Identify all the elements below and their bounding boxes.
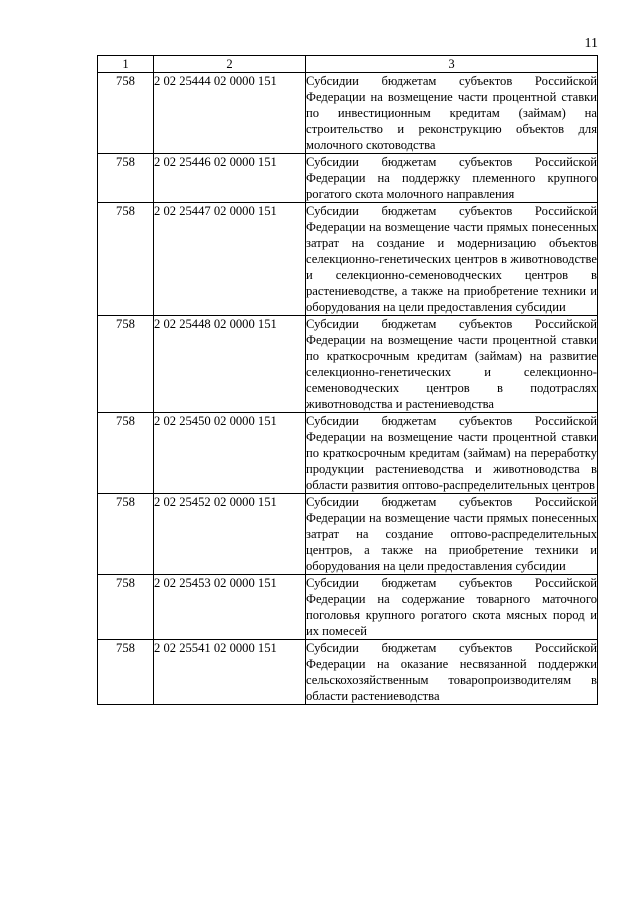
description-cell: Субсидии бюджетам субъектов Российской Федерации на возмещение части прямых понесенных затрат на создание оптово-распределительных центров, а также на приобретение техники и оборудования на цели предоставления субсидии bbox=[306, 495, 597, 573]
budget-codes-table bbox=[97, 55, 598, 705]
table-row bbox=[98, 73, 598, 154]
table-row bbox=[98, 494, 598, 575]
column-header-2: 2 bbox=[154, 56, 306, 73]
description-cell: Субсидии бюджетам субъектов Российской Федерации на возмещение части прямых понесенных затрат на создание и модернизацию объектов селекционно-генетических центров в животноводстве и селекционно-семеноводческих центров в растениеводстве, а также на приобретение техники и оборудования на цели предоставления субсидии bbox=[306, 204, 597, 314]
admin-code-cell: 758 bbox=[98, 494, 154, 575]
description-cell: Субсидии бюджетам субъектов Российской Федерации на возмещение части процентной ставки по краткосрочным кредитам (займам) на развитие селекционно-генетических и селекционно-семеноводческих центров в подотраслях животноводства и растениеводства bbox=[306, 317, 597, 411]
description-cell: Субсидии бюджетам субъектов Российской Федерации на содержание товарного маточного поголовья крупного рогатого скота мясных пород и их помесей bbox=[306, 576, 597, 638]
classification-code-cell: 2 02 25448 02 0000 151 bbox=[154, 316, 306, 413]
description-cell: Субсидии бюджетам субъектов Российской Федерации на поддержку племенного крупного рогатого скота молочного направления bbox=[306, 155, 597, 201]
table-row bbox=[98, 413, 598, 494]
admin-code-cell: 758 bbox=[98, 575, 154, 640]
column-header-1: 1 bbox=[98, 56, 154, 73]
table-row bbox=[98, 316, 598, 413]
classification-code-cell: 2 02 25453 02 0000 151 bbox=[154, 575, 306, 640]
column-header-3: 3 bbox=[306, 56, 598, 73]
classification-code-cell: 2 02 25450 02 0000 151 bbox=[154, 413, 306, 494]
table-row bbox=[98, 640, 598, 705]
table-row bbox=[98, 154, 598, 203]
description-cell: Субсидии бюджетам субъектов Российской Федерации на оказание несвязанной поддержки сельскохозяйственным товаропроизводителям в области растениеводства bbox=[306, 641, 597, 703]
admin-code-cell: 758 bbox=[98, 203, 154, 316]
table-row bbox=[98, 575, 598, 640]
admin-code-cell: 758 bbox=[98, 640, 154, 705]
classification-code-cell: 2 02 25447 02 0000 151 bbox=[154, 203, 306, 316]
classification-code-cell: 2 02 25446 02 0000 151 bbox=[154, 154, 306, 203]
table-header-row bbox=[98, 56, 598, 73]
classification-code-cell: 2 02 25452 02 0000 151 bbox=[154, 494, 306, 575]
description-cell: Субсидии бюджетам субъектов Российской Федерации на возмещение части процентной ставки по инвестиционным кредитам (займам) на строительство и реконструкцию объектов для молочного скотоводства bbox=[306, 74, 597, 152]
admin-code-cell: 758 bbox=[98, 413, 154, 494]
page-number: 11 bbox=[584, 36, 598, 51]
description-cell: Субсидии бюджетам субъектов Российской Федерации на возмещение части процентной ставки по краткосрочным кредитам (займам) на переработку продукции растениеводства и животноводства в области развития оптово-распределительных центров bbox=[306, 414, 597, 492]
table-row bbox=[98, 203, 598, 316]
classification-code-cell: 2 02 25541 02 0000 151 bbox=[154, 640, 306, 705]
classification-code-cell: 2 02 25444 02 0000 151 bbox=[154, 73, 306, 154]
admin-code-cell: 758 bbox=[98, 316, 154, 413]
admin-code-cell: 758 bbox=[98, 154, 154, 203]
admin-code-cell: 758 bbox=[98, 73, 154, 154]
